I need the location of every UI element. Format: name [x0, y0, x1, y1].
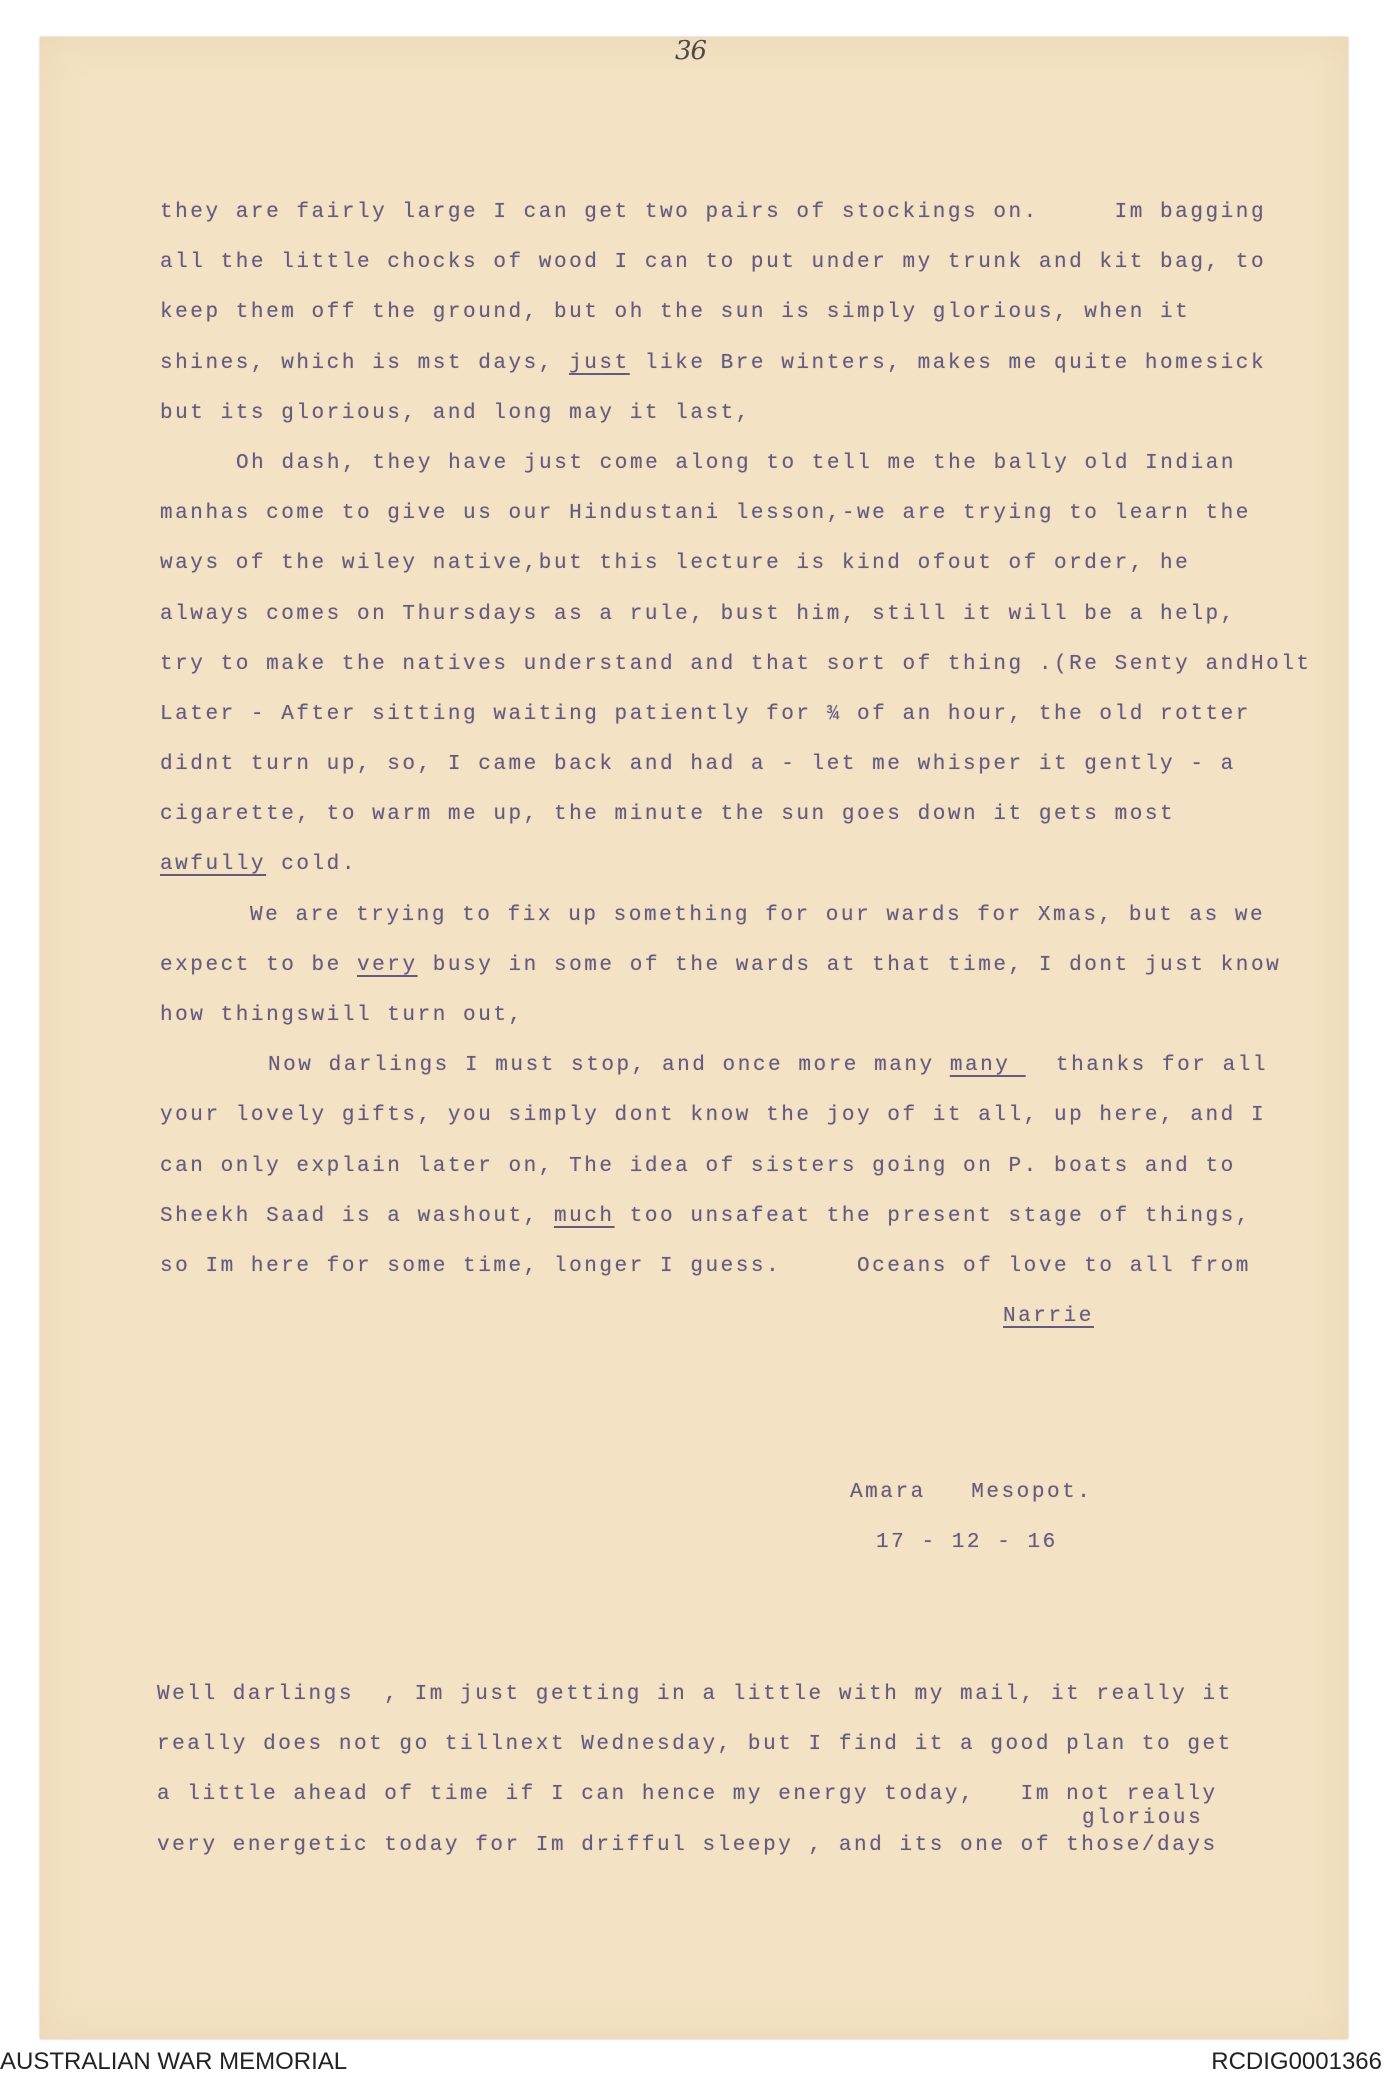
underlined-word: awfully [160, 853, 267, 877]
letter-line [160, 1041, 1340, 1091]
paragraph-4 [160, 1041, 1340, 1342]
paragraph-1 [160, 188, 1340, 439]
letter-date: 17 - 12 - 16 [876, 1531, 1058, 1554]
letter-place: Amara Mesopot. [850, 1481, 1093, 1504]
paragraph-2 [160, 439, 1340, 891]
line-text: too unsafeat the present stage of things, [614, 1204, 1251, 1228]
letter-line: Well darlings , Im just getting in a little with my mail, it really it [157, 1683, 1233, 1706]
letter-line: can only explain later on, The idea of sisters going on P. boats and to [160, 1154, 1236, 1178]
letter-line: manhas come to give us our Hindustani lesson,-we are trying to learn the [160, 502, 1251, 526]
letter-line: Later - After sitting waiting patiently for ¾ of an hour, the old rotter [160, 702, 1251, 726]
letter-line: really does not go tillnext Wednesday, but I find it a good plan to get [157, 1733, 1233, 1757]
letter-line: We are trying to fix up something for our wards for Xmas, but as we [250, 903, 1266, 927]
line-text: Now darlings I must stop, and once more many [268, 1054, 950, 1078]
letter-line [160, 941, 1340, 991]
letter-line [160, 1192, 1340, 1242]
letter-line: ways of the wiley native,but this lecture is kind ofout of order, he [160, 552, 1191, 576]
letter-line: always comes on Thursdays as a rule, bust him, still it will be a help, [160, 602, 1236, 626]
underlined-word: many [949, 1054, 1026, 1078]
underlined-word: just [569, 351, 630, 375]
letter-line: cigarette, to warm me up, the minute the sun goes down it gets most [160, 803, 1176, 827]
letter-line: all the little chocks of wood I can to put under my trunk and kit bag, to [160, 251, 1267, 275]
archive-item-id: RCDIG0001366 [1211, 2048, 1382, 2075]
letter-line: so Im here for some time, longer I guess. Oceans of love to all from [160, 1254, 1251, 1278]
page-number: 36 [675, 36, 707, 66]
letter-line [160, 339, 1340, 389]
underlined-word: much [553, 1204, 615, 1228]
letter-line: but its glorious, and long may it last, [160, 401, 751, 425]
underlined-word: very [356, 953, 418, 977]
letter-line: your lovely gifts, you simply dont know the joy of it all, up here, and I [160, 1104, 1267, 1128]
letter-body-continued [157, 1670, 1337, 1871]
letter-line: Oh dash, they have just come along to tell me the bally old Indian [236, 451, 1237, 475]
inserted-word: glorious [1082, 1807, 1204, 1830]
letter-line: how thingswill turn out, [160, 1004, 524, 1027]
letter-line: keep them off the ground, but oh the sun is simply glorious, when it [160, 301, 1191, 325]
letter-line: they are fairly large I can get two pairs of stockings on. Im bagging [160, 201, 1267, 224]
letter-line: didnt turn up, so, I came back and had a - let me whisper it gently - a [160, 753, 1236, 777]
line-text: cold. [266, 853, 357, 877]
letter-line: a little ahead of time if I can hence my energy today, Im not really [157, 1783, 1218, 1807]
archive-credit: AUSTRALIAN WAR MEMORIAL [0, 2048, 348, 2075]
signature-line [160, 1292, 1340, 1342]
line-text: Sheekh Saad is a washout, [160, 1204, 554, 1228]
letter-line: very energetic today for Im drifful sleepy , and its one of those/days [157, 1833, 1218, 1857]
paragraph-5 [157, 1670, 1337, 1871]
line-text: busy in some of the wards at that time, I dont just know [417, 953, 1282, 977]
line-text: like Bre winters, makes me quite homesick [629, 351, 1267, 375]
paragraph-3 [160, 891, 1340, 1042]
line-text: expect to be [160, 953, 357, 977]
letter-body [160, 188, 1340, 1342]
line-text: thanks for all [1025, 1054, 1269, 1078]
letter-line: try to make the natives understand and that sort of thing .(Re Senty andHolt [160, 652, 1312, 676]
signature: Narrie [1003, 1305, 1094, 1329]
letter-line [160, 840, 1340, 890]
line-text: shines, which is mst days, [160, 351, 570, 375]
